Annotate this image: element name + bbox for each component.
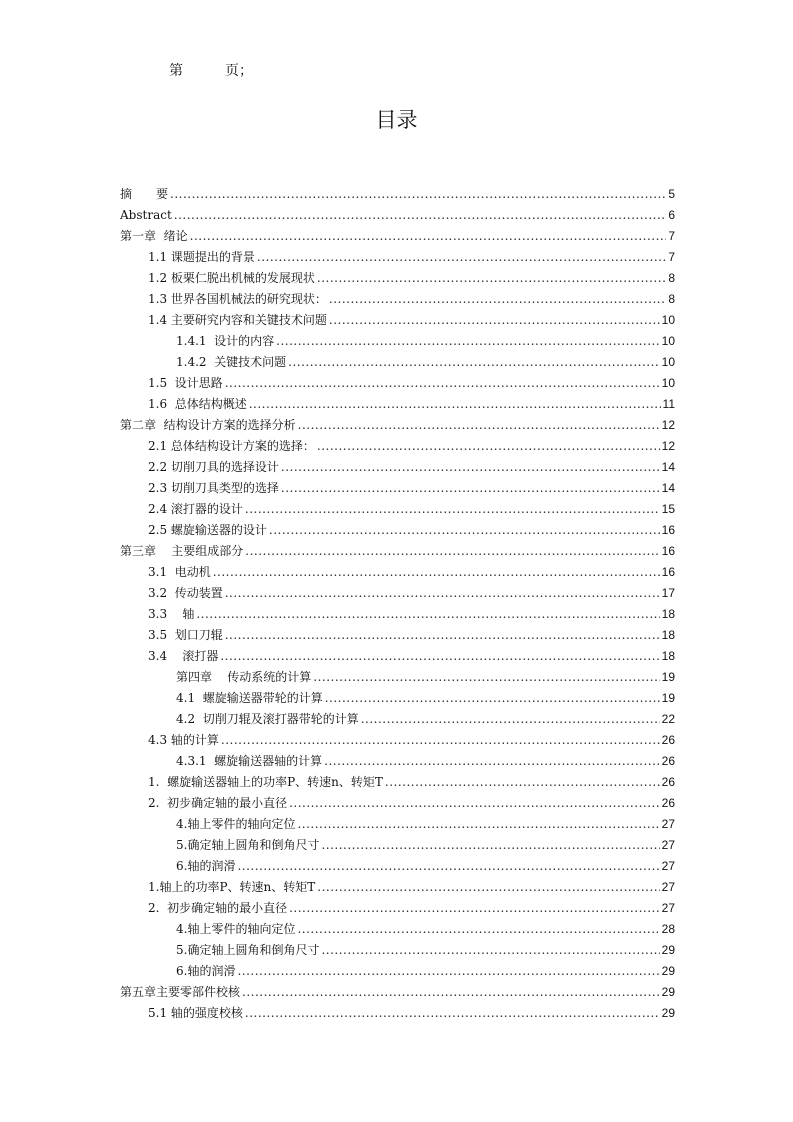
toc-entry-page: 26 <box>661 775 675 789</box>
toc-entry-label: 1.4.1 设计的内容 <box>176 334 275 348</box>
toc-entry-label: 第一章 绪论 <box>120 229 188 243</box>
toc-entry-page: 8 <box>668 271 675 285</box>
toc-entry[interactable] <box>120 852 675 873</box>
toc-leader-dots <box>190 229 667 243</box>
toc-entry-page: 29 <box>661 964 675 978</box>
toc-entry-page: 14 <box>661 481 675 495</box>
toc-leader-dots <box>225 586 660 600</box>
toc-entry-page: 10 <box>661 355 675 369</box>
toc-entry-label: 5.确定轴上圆角和倒角尺寸 <box>176 943 320 957</box>
toc-entry[interactable] <box>120 936 675 957</box>
toc-leader-dots <box>245 544 659 558</box>
toc-entry-label: 4.2 切削刀辊及滚打器带轮的计算 <box>176 712 359 726</box>
toc-entry-label: 摘 要 <box>120 187 169 201</box>
toc-entry-page: 11 <box>662 397 675 411</box>
page-header: 第 页； <box>169 63 253 79</box>
toc-entry-page: 17 <box>661 586 675 600</box>
toc-entry-label: 4.轴上零件的轴向定位 <box>176 922 296 936</box>
toc-entry[interactable] <box>120 684 675 705</box>
toc-leader-dots <box>321 943 659 957</box>
toc-leader-dots <box>221 733 660 747</box>
toc-entry[interactable] <box>120 516 675 537</box>
toc-entry-label: 3.4 滚打器 <box>148 649 219 663</box>
toc-leader-dots <box>289 796 660 810</box>
toc-entry-page: 18 <box>661 649 675 663</box>
toc-leader-dots <box>174 208 667 222</box>
toc-entry[interactable] <box>120 789 675 810</box>
toc-leader-dots <box>276 334 659 348</box>
toc-entry[interactable] <box>120 558 675 579</box>
toc-entry-page: 27 <box>661 901 675 915</box>
toc-entry[interactable] <box>120 894 675 915</box>
toc-entry-page: 7 <box>668 250 675 264</box>
toc-entry-label: 6.轴的润滑 <box>176 859 236 873</box>
toc-entry-label: 第二章 结构设计方案的选择分析 <box>120 418 296 432</box>
toc-entry-label: 1.5 设计思路 <box>148 376 223 390</box>
toc-leader-dots <box>269 523 660 537</box>
toc-entry-page: 12 <box>661 418 675 432</box>
toc-entry-label: 1.轴上的功率P、转速n、转矩T <box>148 880 316 894</box>
toc-leader-dots <box>170 187 666 201</box>
toc-leader-dots <box>317 271 666 285</box>
toc-entry-label: 1.4 主要研究内容和关键技术问题 <box>148 313 327 327</box>
toc-entry-label: 3.1 电动机 <box>148 565 211 579</box>
toc-entry-page: 28 <box>661 922 675 936</box>
toc-entry-page: 29 <box>661 985 675 999</box>
toc-entry-label: 1.6 总体结构概述 <box>148 397 247 411</box>
toc-entry-page: 26 <box>661 733 675 747</box>
toc-entry-page: 29 <box>661 1006 675 1020</box>
toc-leader-dots <box>237 859 659 873</box>
toc-leader-dots <box>225 376 660 390</box>
toc-entry[interactable] <box>120 222 675 243</box>
toc-leader-dots <box>298 418 660 432</box>
toc-entry[interactable] <box>120 285 675 306</box>
toc-entry[interactable] <box>120 327 675 348</box>
toc-entry-page: 8 <box>668 292 675 306</box>
toc-entry-page: 26 <box>661 754 675 768</box>
toc-leader-dots <box>325 691 660 705</box>
toc-entry-label: 第四章 传动系统的计算 <box>176 670 312 684</box>
toc-entry-page: 16 <box>661 523 675 537</box>
table-of-contents <box>120 180 675 1020</box>
toc-entry-label: 5.1 轴的强度校核 <box>148 1006 243 1020</box>
toc-entry-label: 4.3 轴的计算 <box>148 733 219 747</box>
toc-entry[interactable] <box>120 243 675 264</box>
toc-leader-dots <box>242 985 660 999</box>
toc-entry-label: 3.5 划口刀辊 <box>148 628 223 642</box>
toc-leader-dots <box>297 922 659 936</box>
toc-entry[interactable] <box>120 390 675 411</box>
toc-entry[interactable] <box>120 264 675 285</box>
toc-entry-label: 4.1 螺旋输送器带轮的计算 <box>176 691 323 705</box>
toc-entry[interactable] <box>120 369 675 390</box>
toc-entry[interactable] <box>120 705 675 726</box>
toc-entry[interactable] <box>120 348 675 369</box>
toc-entry-label: 1.1 课题提出的背景 <box>148 250 255 264</box>
toc-entry-page: 6 <box>668 208 675 222</box>
toc-entry-label: 2.3 切削刀具类型的选择 <box>148 481 279 495</box>
toc-leader-dots <box>288 355 659 369</box>
toc-entry-page: 29 <box>661 943 675 957</box>
toc-leader-dots <box>281 460 660 474</box>
toc-entry-label: 3.2 传动装置 <box>148 586 223 600</box>
toc-leader-dots <box>245 1006 660 1020</box>
toc-leader-dots <box>196 607 659 621</box>
toc-entry-page: 18 <box>661 628 675 642</box>
toc-entry[interactable] <box>120 411 675 432</box>
toc-entry-label: Abstract <box>120 208 172 222</box>
toc-entry[interactable] <box>120 642 675 663</box>
toc-leader-dots <box>281 481 660 495</box>
toc-entry-page: 16 <box>661 544 675 558</box>
toc-entry[interactable] <box>120 663 675 684</box>
toc-entry-label: 4.轴上零件的轴向定位 <box>176 817 296 831</box>
toc-entry[interactable] <box>120 999 675 1020</box>
toc-entry-label: 1.2 板栗仁脱出机械的发展现状 <box>148 271 315 285</box>
toc-entry[interactable] <box>120 621 675 642</box>
toc-entry-label: 1.4.2 关键技术问题 <box>176 355 287 369</box>
toc-entry-label: 第三章 主要组成部分 <box>120 544 244 558</box>
toc-leader-dots <box>237 964 659 978</box>
toc-entry[interactable] <box>120 747 675 768</box>
toc-entry-page: 5 <box>668 187 675 201</box>
toc-entry[interactable] <box>120 957 675 978</box>
toc-entry-page: 10 <box>661 376 675 390</box>
toc-entry-page: 26 <box>661 796 675 810</box>
toc-entry-page: 10 <box>661 334 675 348</box>
toc-entry-label: 5.确定轴上圆角和倒角尺寸 <box>176 838 320 852</box>
toc-entry-label: 3.3 轴 <box>148 607 195 621</box>
toc-entry-page: 15 <box>661 502 675 516</box>
toc-entry-page: 7 <box>668 229 675 243</box>
toc-leader-dots <box>317 880 659 894</box>
toc-leader-dots <box>329 313 660 327</box>
toc-leader-dots <box>385 775 660 789</box>
toc-entry[interactable] <box>120 579 675 600</box>
toc-entry[interactable] <box>120 810 675 831</box>
toc-entry[interactable] <box>120 201 675 222</box>
toc-leader-dots <box>317 439 660 453</box>
toc-entry-page: 14 <box>661 460 675 474</box>
toc-entry[interactable] <box>120 180 675 201</box>
toc-entry-page: 27 <box>661 817 675 831</box>
toc-entry[interactable] <box>120 537 675 558</box>
toc-entry-label: 4.3.1 螺旋输送器轴的计算 <box>176 754 323 768</box>
toc-entry-label: 6.轴的润滑 <box>176 964 236 978</box>
toc-entry[interactable] <box>120 600 675 621</box>
toc-entry-page: 27 <box>661 838 675 852</box>
toc-entry-page: 27 <box>661 880 675 894</box>
toc-entry-label: 2.1 总体结构设计方案的选择： <box>148 439 315 453</box>
toc-entry-label: 2.2 切削刀具的选择设计 <box>148 460 279 474</box>
toc-leader-dots <box>329 292 666 306</box>
toc-entry[interactable] <box>120 978 675 999</box>
toc-entry-page: 22 <box>661 712 675 726</box>
toc-leader-dots <box>245 502 660 516</box>
toc-leader-dots <box>313 670 659 684</box>
toc-leader-dots <box>225 628 660 642</box>
toc-entry[interactable] <box>120 873 675 894</box>
toc-entry[interactable] <box>120 831 675 852</box>
toc-leader-dots <box>257 250 666 264</box>
toc-entry[interactable] <box>120 768 675 789</box>
toc-title: 目录 <box>375 108 418 132</box>
toc-leader-dots <box>249 397 661 411</box>
toc-entry-page: 10 <box>661 313 675 327</box>
toc-entry-label: 2.5 螺旋输送器的设计 <box>148 523 267 537</box>
toc-entry[interactable] <box>120 453 675 474</box>
toc-entry-page: 16 <box>661 565 675 579</box>
toc-entry[interactable] <box>120 474 675 495</box>
toc-entry[interactable] <box>120 432 675 453</box>
toc-entry[interactable] <box>120 726 675 747</box>
toc-entry-page: 19 <box>661 691 675 705</box>
toc-leader-dots <box>213 565 660 579</box>
toc-entry-page: 19 <box>661 670 675 684</box>
toc-leader-dots <box>324 754 659 768</box>
toc-leader-dots <box>289 901 660 915</box>
toc-entry-label: 2. 初步确定轴的最小直径 <box>148 901 288 915</box>
toc-leader-dots <box>220 649 659 663</box>
toc-leader-dots <box>297 817 659 831</box>
toc-entry[interactable] <box>120 915 675 936</box>
toc-entry-label: 1. 螺旋输送器轴上的功率P、转速n、转矩T <box>148 775 383 789</box>
toc-entry[interactable] <box>120 306 675 327</box>
toc-entry-label: 2. 初步确定轴的最小直径 <box>148 796 288 810</box>
toc-entry[interactable] <box>120 495 675 516</box>
toc-entry-page: 12 <box>661 439 675 453</box>
toc-leader-dots <box>321 838 659 852</box>
toc-entry-label: 2.4 滚打器的设计 <box>148 502 243 516</box>
toc-entry-label: 第五章主要零部件校核 <box>120 985 241 999</box>
toc-entry-page: 27 <box>661 859 675 873</box>
toc-entry-page: 18 <box>661 607 675 621</box>
toc-leader-dots <box>361 712 660 726</box>
toc-entry-label: 1.3 世界各国机械法的研究现状： <box>148 292 327 306</box>
